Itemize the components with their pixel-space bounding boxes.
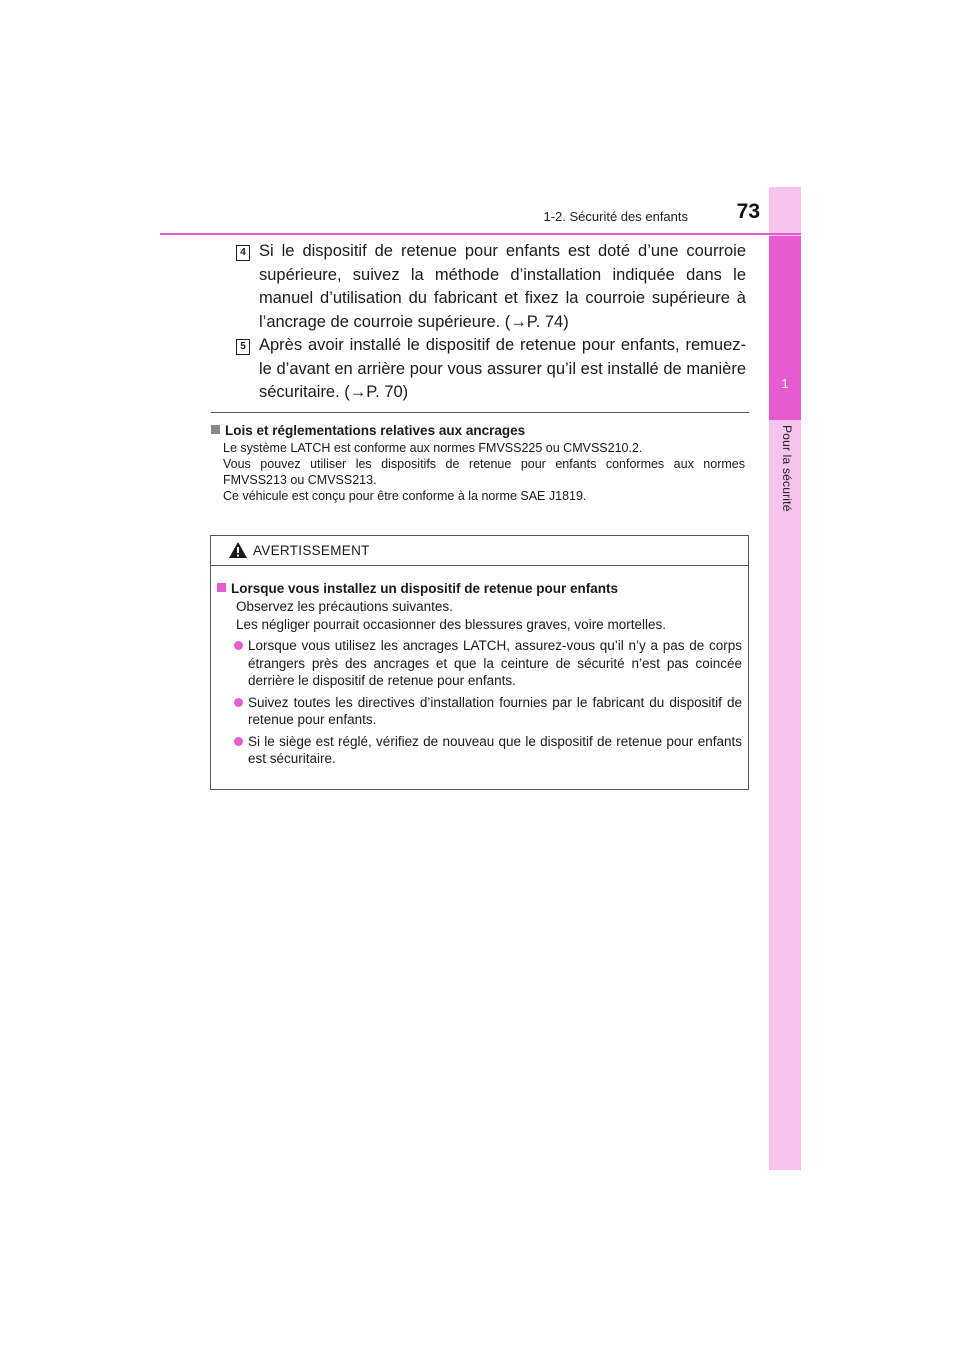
- square-bullet-icon: [217, 583, 226, 592]
- warning-intro-line: Les négliger pourrait occasionner des blessures graves, voire mortelles.: [236, 616, 666, 632]
- side-tab-label: Pour la sécurité: [780, 425, 794, 512]
- dot-bullet-icon: [234, 698, 243, 707]
- warning-bullets: [217, 637, 742, 768]
- info-line: Vous pouvez utiliser les dispositifs de retenue pour enfants conformes aux normes FMVSS213 ou CMVSS213.: [223, 457, 745, 487]
- warning-triangle-icon: [228, 541, 248, 559]
- step-number-box: 5: [236, 339, 250, 355]
- info-title: [211, 422, 745, 440]
- warning-label: AVERTISSEMENT: [253, 543, 370, 558]
- side-tab-number: 1: [781, 376, 789, 391]
- warning-bullet: [217, 637, 742, 690]
- header-rule: [160, 233, 801, 235]
- dot-bullet-icon: [234, 737, 243, 746]
- info-line: Le système LATCH est conforme aux normes FMVSS225 ou CMVSS210.2.: [223, 441, 643, 455]
- warning-bullet-text: Lorsque vous utilisez les ancrages LATCH, assurez-vous qu’il n’y a pas de corps étrangers près des ancrages et que la ceinture de sécurité n’est pas coincée derrière le dispositif de retenue pour enfants.: [248, 638, 742, 688]
- step-5: [236, 334, 746, 405]
- info-title-text: Lois et réglementations relatives aux ancrages: [225, 423, 526, 438]
- step-text: Si le dispositif de retenue pour enfants est doté d’une courroie supérieure, suivez la méthode d’installation indiquée dans le manuel d’utilisation du fabricant et fixez la courroie supérieure à l’ancrage de courroie supérieure. (→P. 74): [259, 242, 746, 331]
- warning-body: [211, 566, 748, 768]
- step-text: Après avoir installé le dispositif de retenue pour enfants, remuez-le d’avant en arrière pour vous assurer qu’il est installé de manière sécuritaire. (→P. 70): [259, 336, 746, 401]
- warning-bullet: [217, 694, 742, 729]
- info-section: [211, 422, 745, 504]
- dot-bullet-icon: [234, 641, 243, 650]
- warning-intro: [236, 598, 742, 633]
- warning-bullet-text: Si le siège est réglé, vérifiez de nouveau que le dispositif de retenue pour enfants est sécuritaire.: [248, 733, 742, 766]
- warning-box: [210, 535, 749, 790]
- step-4: [236, 240, 746, 334]
- side-tab-active: [769, 236, 801, 420]
- warning-intro-line: Observez les précautions suivantes.: [236, 599, 453, 614]
- step-number-box: 4: [236, 245, 250, 261]
- warning-title: [217, 580, 742, 598]
- warning-bullet-text: Suivez toutes les directives d’installation fournies par le fabricant du dispositif de retenue pour enfants.: [248, 694, 742, 727]
- section-title: 1-2. Sécurité des enfants: [543, 209, 688, 224]
- warning-bullet: [217, 733, 742, 768]
- info-line: Ce véhicule est conçu pour être conforme à la norme SAE J1819.: [223, 489, 587, 503]
- section-divider: [211, 412, 749, 413]
- info-body: [223, 440, 745, 504]
- warning-title-text: Lorsque vous installez un dispositif de retenue pour enfants: [231, 581, 619, 596]
- page-number: 73: [736, 200, 760, 223]
- warning-header: [211, 536, 748, 566]
- square-bullet-icon: [211, 425, 220, 434]
